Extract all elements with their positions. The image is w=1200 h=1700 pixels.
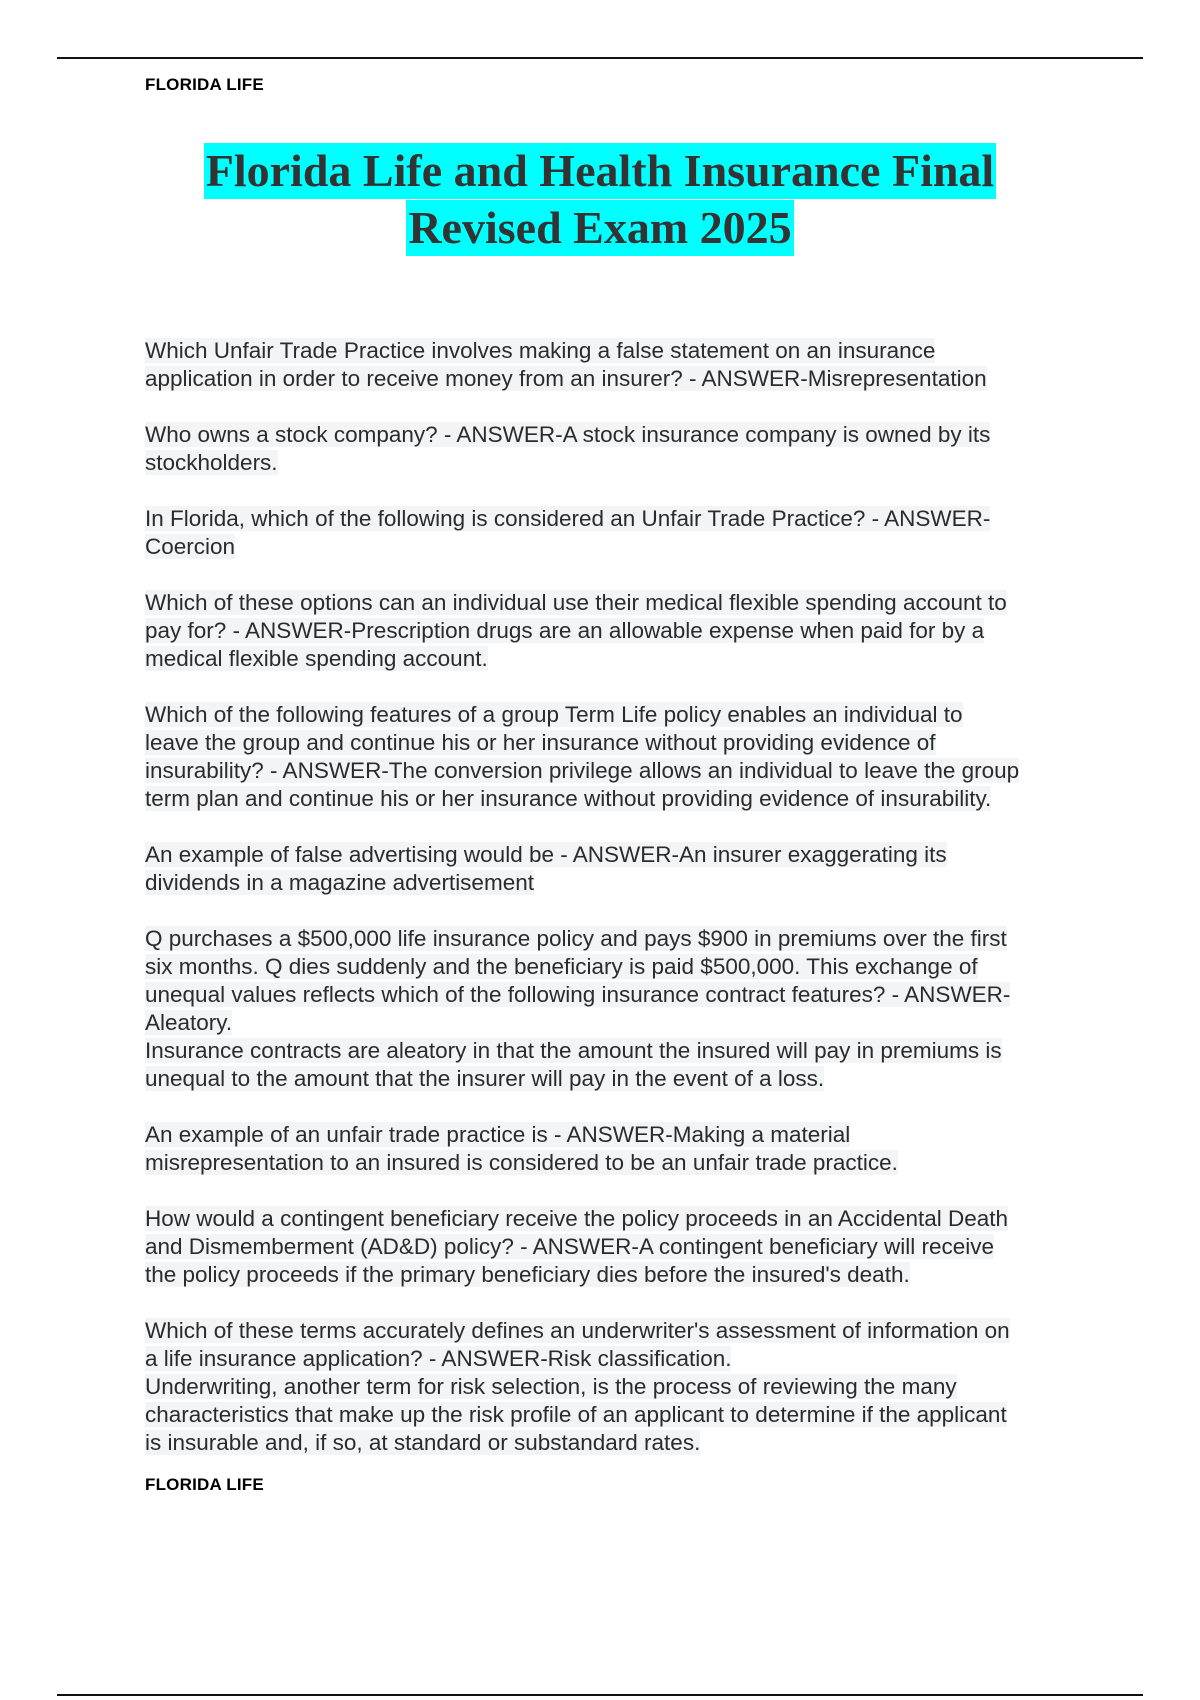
qa-line [145, 1345, 1095, 1373]
qa-line [145, 1401, 1095, 1429]
qa-item [145, 841, 1095, 897]
qa-item [145, 1121, 1095, 1177]
qa-line-text: Underwriting, another term for risk selection, is the process of reviewing the many [145, 1374, 957, 1399]
qa-line [145, 981, 1095, 1009]
running-footer: FLORIDA LIFE [145, 1475, 264, 1494]
qa-line-text: An example of false advertising would be - ANSWER-An insurer exaggerating its [145, 842, 947, 867]
qa-line-text: is insurable and, if so, at standard or substandard rates. [145, 1430, 701, 1455]
qa-line-text: unequal values reflects which of the following insurance contract features? - ANSWER- [145, 982, 1011, 1007]
qa-line-text: six months. Q dies suddenly and the beneficiary is paid $500,000. This exchange of [145, 954, 978, 979]
qa-line-text: insurability? - ANSWER-The conversion privilege allows an individual to leave the group [145, 758, 1020, 783]
footer-rule [57, 1694, 1143, 1696]
title-line-1: Florida Life and Health Insurance Final [204, 143, 996, 199]
qa-line [145, 841, 1095, 869]
qa-line [145, 1149, 1095, 1177]
qa-line [145, 365, 1095, 393]
qa-line [145, 337, 1095, 365]
qa-line [145, 533, 1095, 561]
qa-line [145, 1121, 1095, 1149]
qa-line [145, 1429, 1095, 1457]
qa-line-text: a life insurance application? - ANSWER-Risk classification. [145, 1346, 732, 1371]
qa-line-text: and Dismemberment (AD&D) policy? - ANSWER-A contingent beneficiary will receive [145, 1234, 995, 1259]
document-title [0, 143, 1200, 257]
qa-line [145, 869, 1095, 897]
qa-line-text: An example of an unfair trade practice is - ANSWER-Making a material [145, 1122, 851, 1147]
qa-line-text: dividends in a magazine advertisement [145, 870, 534, 895]
qa-line-text: characteristics that make up the risk profile of an applicant to determine if the applicant [145, 1402, 1007, 1427]
qa-line [145, 645, 1095, 673]
qa-line-text: How would a contingent beneficiary receive the policy proceeds in an Accidental Death [145, 1206, 1009, 1231]
qa-line [145, 757, 1095, 785]
qa-line [145, 1065, 1095, 1093]
qa-line [145, 421, 1095, 449]
qa-line-text: Aleatory. [145, 1010, 233, 1035]
header-rule [57, 57, 1143, 59]
qa-line-text: Which of these options can an individual use their medical flexible spending account to [145, 590, 1007, 615]
qa-line [145, 505, 1095, 533]
qa-line [145, 617, 1095, 645]
qa-item [145, 925, 1095, 1093]
qa-line [145, 729, 1095, 757]
qa-line-text: Which Unfair Trade Practice involves making a false statement on an insurance [145, 338, 936, 363]
qa-line [145, 953, 1095, 981]
qa-item [145, 701, 1095, 813]
qa-line-text: pay for? - ANSWER-Prescription drugs are an allowable expense when paid for by a [145, 618, 985, 643]
qa-line [145, 925, 1095, 953]
qa-line [145, 1373, 1095, 1401]
qa-line-text: medical flexible spending account. [145, 646, 488, 671]
qa-line [145, 1261, 1095, 1289]
qa-line-text: Q purchases a $500,000 life insurance policy and pays $900 in premiums over the first [145, 926, 1007, 951]
qa-line-text: application in order to receive money from an insurer? - ANSWER-Misrepresentation [145, 366, 987, 391]
qa-line-text: leave the group and continue his or her insurance without providing evidence of [145, 730, 936, 755]
qa-line [145, 1317, 1095, 1345]
qa-line [145, 1233, 1095, 1261]
qa-line [145, 1205, 1095, 1233]
qa-line-text: unequal to the amount that the insurer will pay in the event of a loss. [145, 1066, 825, 1091]
qa-line-text: Who owns a stock company? - ANSWER-A stock insurance company is owned by its [145, 422, 991, 447]
qa-line-text: In Florida, which of the following is considered an Unfair Trade Practice? - ANSWER- [145, 506, 991, 531]
running-header: FLORIDA LIFE [145, 75, 264, 94]
qa-line-text: Insurance contracts are aleatory in that the amount the insured will pay in premiums is [145, 1038, 1002, 1063]
qa-line-text: Coercion [145, 534, 236, 559]
qa-item [145, 589, 1095, 673]
qa-line-text: misrepresentation to an insured is considered to be an unfair trade practice. [145, 1150, 898, 1175]
qa-line [145, 785, 1095, 813]
qa-item [145, 337, 1095, 393]
qa-item [145, 421, 1095, 477]
qa-line [145, 449, 1095, 477]
qa-line-text: stockholders. [145, 450, 278, 475]
title-line-2: Revised Exam 2025 [406, 200, 793, 256]
qa-item [145, 505, 1095, 561]
qa-list [145, 337, 1095, 1485]
qa-line-text: Which of the following features of a group Term Life policy enables an individual to [145, 702, 963, 727]
qa-line-text: the policy proceeds if the primary beneficiary dies before the insured's death. [145, 1262, 910, 1287]
qa-line-text: Which of these terms accurately defines an underwriter's assessment of information on [145, 1318, 1010, 1343]
qa-line [145, 1009, 1095, 1037]
qa-item [145, 1317, 1095, 1457]
qa-line-text: term plan and continue his or her insurance without providing evidence of insurability. [145, 786, 992, 811]
qa-line [145, 589, 1095, 617]
qa-item [145, 1205, 1095, 1289]
qa-line [145, 1037, 1095, 1065]
qa-line [145, 701, 1095, 729]
